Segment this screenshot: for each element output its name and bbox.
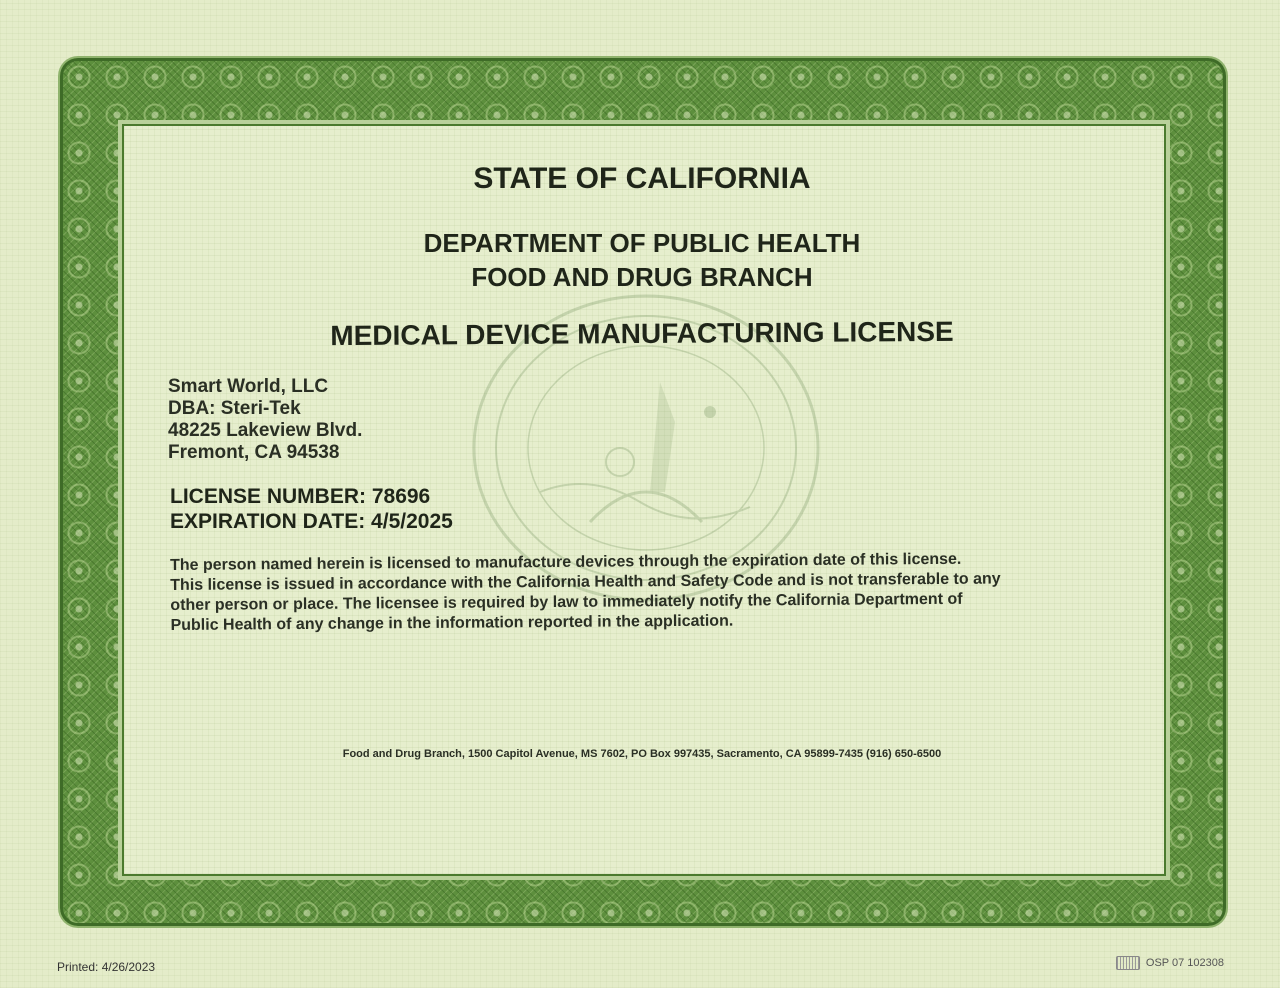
terms-line-2: This license is issued in accordance with the California Health and Safety Code and is not transferable to any: [170, 570, 1001, 594]
form-code-area: [1116, 956, 1224, 970]
department-name: DEPARTMENT OF PUBLIC HEALTH: [423, 228, 861, 258]
license-info: [170, 484, 453, 534]
licensee-name: Smart World, LLC: [168, 376, 329, 397]
form-code: OSP 07 102308: [1145, 957, 1224, 969]
licensee-address: [168, 376, 362, 464]
terms-line-3: other person or place. The licensee is required by law to immediately notify the California Department of: [170, 590, 963, 614]
licensee-city: Fremont, CA 94538: [168, 442, 340, 463]
department-heading: [122, 226, 1162, 294]
branch-contact-address: Food and Drug Branch, 1500 Capitol Avenue, MS 7602, PO Box 997435, Sacramento, CA 95899-7435 (916) 650-6500: [342, 748, 942, 760]
licensee-dba: DBA: Steri-Tek: [168, 398, 301, 419]
license-number: LICENSE NUMBER: 78696: [170, 485, 431, 508]
expiration-date: EXPIRATION DATE: 4/5/2025: [170, 510, 453, 533]
terms-line-4: Public Health of any change in the information reported in the application.: [170, 612, 734, 634]
license-title: MEDICAL DEVICE MANUFACTURING LICENSE: [330, 315, 954, 352]
printed-date: Printed: 4/26/2023: [57, 960, 156, 974]
state-title: STATE OF CALIFORNIA: [473, 162, 811, 195]
union-label-icon: [1116, 956, 1140, 970]
license-terms: [170, 549, 1111, 636]
terms-line-1: The person named herein is licensed to manufacture devices through the expiration date of this license.: [170, 550, 962, 574]
branch-name: FOOD AND DRUG BRANCH: [471, 262, 813, 292]
licensee-street: 48225 Lakeview Blvd.: [168, 420, 363, 441]
